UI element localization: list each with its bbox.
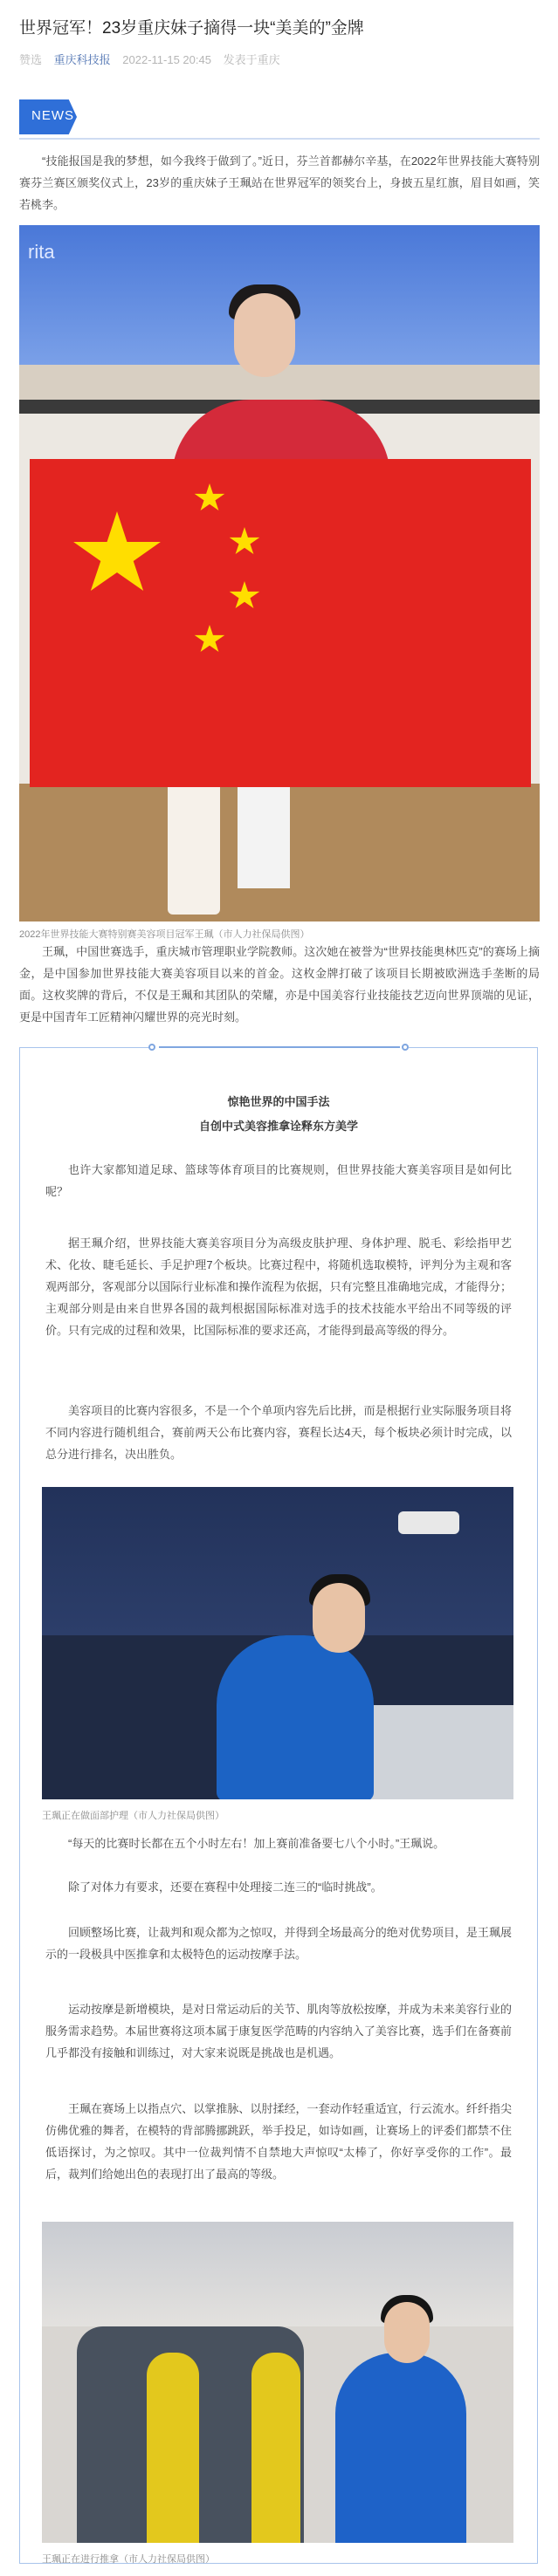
news-badge (19, 99, 80, 134)
champion-face (234, 293, 295, 377)
backdrop-sign-text: rita (28, 241, 55, 263)
flag-big-star-icon (72, 511, 162, 599)
box-subtitle-2: 自创中式美容推拿诠释东方美学 (198, 1120, 358, 1133)
judge-yellow-vest (147, 2353, 199, 2543)
flag-small-star-icon (194, 483, 225, 513)
feature-box-notch-dot (148, 1044, 155, 1051)
competitor-uniform (217, 1635, 374, 1799)
meta-source-link[interactable]: 重庆科技报 (53, 53, 111, 66)
box-subtitle-1: 惊艳世界的中国手法 (227, 1095, 330, 1108)
competitor-face (313, 1583, 365, 1653)
feature-box-notch-dot (402, 1044, 409, 1051)
competitor-uniform (335, 2353, 466, 2543)
champion-legs (238, 784, 290, 888)
box-para-3: 美容项目的比赛内容很多，不是一个个单项内容先后比拼，而是根据行业实际服务项目将不同内容进行随机组合，赛前两天公布比赛内容，赛程长达4天，每个板块必须计时完成，以总分进行排名，决出胜负。 (45, 1404, 512, 1461)
box-para-2: 据王珮介绍，世界技能大赛美容项目分为高级皮肤护理、身体护理、脱毛、彩绘指甲艺术、化妆、睫毛延长、手足护理7个板块。比赛过程中，将随机选取模特，评判分为主观和客观两部分，客观部分以国际行业标准和操作流程为依据，只有完整且准确地完成，才能得分；主观部分则是由来自世界各国的裁判根据国际标准对选手的技术技能水平给出不同等级的评价。只有完成的过程和效果，比国际标准的要求还高，才能得到最高等级的得分。 (45, 1237, 512, 1337)
judge-yellow-vest (251, 2353, 300, 2543)
news-badge-label: NEWS (31, 108, 74, 123)
photo-wall (42, 1487, 513, 1635)
meta-datetime: 2022-11-15 20:45 (122, 53, 211, 66)
section-divider (19, 138, 540, 140)
box-para-4: “每天的比赛时长都在五个小时左右！加上赛前准备要七八个小时。”王珮说。 (68, 1837, 445, 1850)
article-meta (19, 51, 289, 67)
box-para-1: 也许大家都知道足球、篮球等体育项目的比赛规则，但世界技能大赛美容项目是如何比呢？ (45, 1163, 512, 1198)
flag-small-star-icon (229, 527, 260, 557)
flag-small-star-icon (229, 581, 260, 611)
china-flag (30, 459, 531, 787)
box-para-8: 王珮在赛场上以指点穴、以掌推脉、以肘揉经，一套动作轻重适宜，行云流水。纤纤指尖仿佛优雅的舞者，在模特的背部腾挪跳跃，举手投足，如诗如画，让赛场上的评委们都禁不住低语探讨，为之惊叹。其中一位裁判情不自禁地大声惊叹“太棒了，你好享受你的工作”。最后，裁判们给她出色的表现打出了最高的等级。 (45, 2102, 512, 2181)
box-para-6: 回顾整场比赛，让裁判和观众都为之惊叹，并得到全场最高分的绝对优势项目，是王珮展示的一段极具中医推拿和太极特色的运动按摩手法。 (45, 1926, 512, 1961)
magnifier-lamp (398, 1511, 459, 1534)
photo1-caption: 2022年世界技能大赛特别赛美容项目冠军王珮（市人力社保局供图） (19, 929, 310, 940)
article-title: 世界冠军！23岁重庆妹子摘得一块“美美的”金牌 (19, 19, 364, 38)
massage-photo (42, 2222, 513, 2543)
intro-paragraph: “技能报国是我的梦想，如今我终于做到了。”近日，芬兰首都赫尔辛基，在2022年世界技能大赛特别赛芬兰赛区颁奖仪式上，23岁的重庆妹子王珮站在世界冠军的领奖台上，身披五星红旗，眉目如画，笑若桃李。 (19, 154, 540, 211)
meta-location: 发表于重庆 (223, 53, 280, 66)
competitor-face (384, 2302, 430, 2363)
box-para-5: 除了对体力有要求，还要在赛程中处理接二连三的“临时挑战”。 (68, 1881, 382, 1894)
para-2: 王珮，中国世赛选手，重庆城市管理职业学院教师。这次她在被誉为“世界技能奥林匹克”的赛场上摘金，是中国参加世界技能大赛美容项目以来的首金。这枚金牌打破了该项目长期被欧洲选手垄断的局面。这枚奖牌的背后，不仅是王珮和其团队的荣耀，亦是中国美容行业技能技艺迈向世界顶端的见证，更是中国青年工匠精神闪耀世界的亮光时刻。 (19, 945, 540, 1024)
photo-backdrop (42, 2222, 513, 2326)
box-para-7: 运动按摩是新增模块，是对日常运动后的关节、肌肉等放松按摩，并成为未来美容行业的服务需求趋势。本届世赛将这项本属于康复医学范畴的内容纳入了美容比赛，选手们在备赛前几乎都没有接触和训练过，对大家来说既是挑战也是机遇。 (45, 2003, 512, 2059)
photo3-caption: 王珮正在进行推拿（市人力社保局供图） (42, 2554, 215, 2565)
flag-small-star-icon (194, 625, 225, 654)
meta-tag: 赞选 (19, 53, 43, 66)
facial-care-photo (42, 1487, 513, 1799)
photo2-caption: 王珮正在做面部护理（市人力社保局供图） (42, 1811, 224, 1821)
feature-box-notch-line (159, 1046, 400, 1048)
champion-flag-photo (19, 225, 540, 921)
